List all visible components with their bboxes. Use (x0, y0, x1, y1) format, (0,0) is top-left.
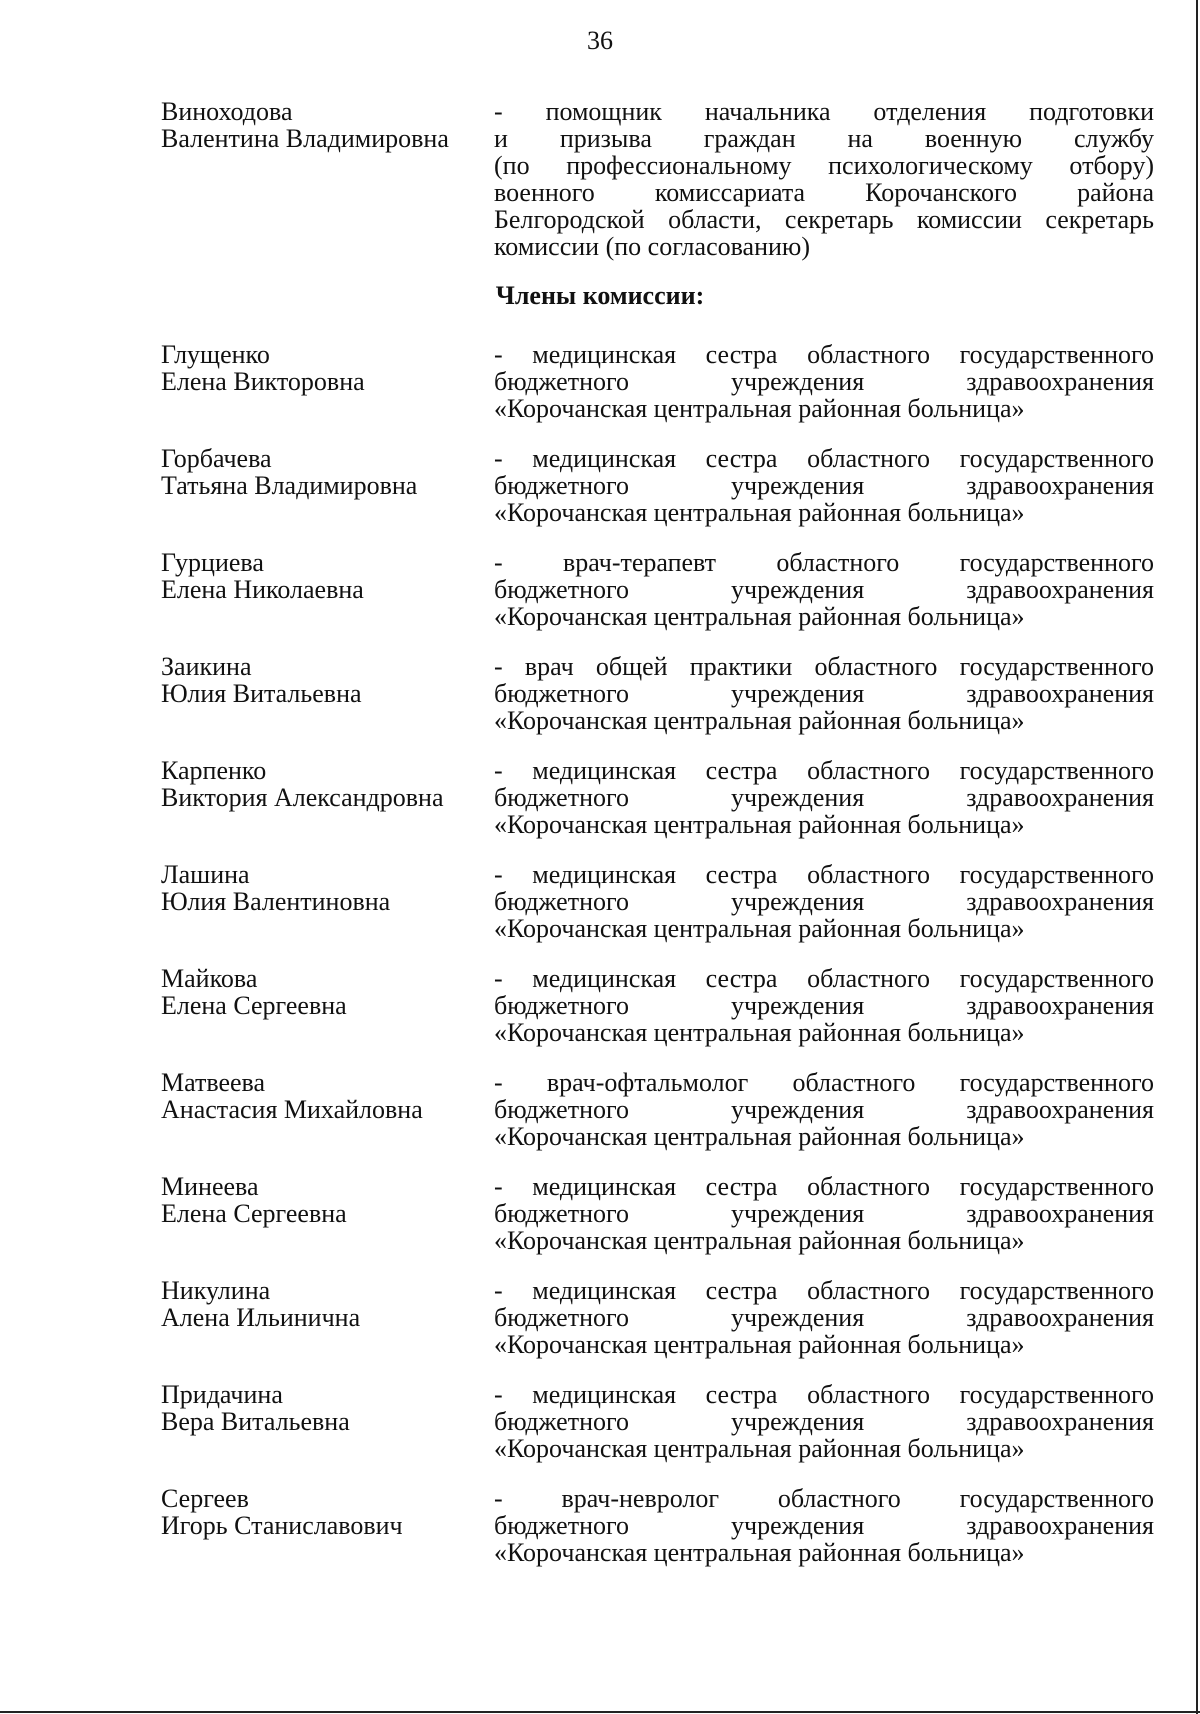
role-line: «Корочанская центральная районная больница» (494, 1434, 1025, 1463)
person-role (494, 98, 1154, 260)
role-line: «Корочанская центральная районная больница» (494, 394, 1025, 423)
person-name (161, 341, 491, 395)
person-role (494, 1381, 1154, 1462)
role-line: бюджетного учреждения здравоохранения (494, 575, 1154, 604)
role-line: военного комиссариата Корочанского района (494, 178, 1154, 207)
person-surname: Глущенко (161, 340, 270, 369)
person-name (161, 549, 491, 603)
role-line: бюджетного учреждения здравоохранения (494, 1095, 1154, 1124)
role-line: бюджетного учреждения здравоохранения (494, 1407, 1154, 1436)
person-given-name: Анастасия Михайловна (161, 1095, 423, 1124)
person-role (494, 445, 1154, 526)
person-given-name: Валентина Владимировна (161, 124, 449, 153)
role-line: - медицинская сестра областного государственного (494, 860, 1154, 889)
person-given-name: Алена Ильинична (161, 1303, 361, 1332)
person-role (494, 549, 1154, 630)
role-line: «Корочанская центральная районная больница» (494, 1226, 1025, 1255)
person-role (494, 1485, 1154, 1566)
role-line: и призыва граждан на военную службу (494, 124, 1154, 153)
role-line: - медицинская сестра областного государственного (494, 1172, 1154, 1201)
person-role (494, 1277, 1154, 1358)
role-line: - медицинская сестра областного государственного (494, 340, 1154, 369)
person-surname: Придачина (161, 1380, 283, 1409)
person-name (161, 1485, 491, 1539)
person-name (161, 653, 491, 707)
page-number: 36 (587, 26, 613, 55)
role-line: - врач-офтальмолог областного государственного (494, 1068, 1154, 1097)
role-line: «Корочанская центральная районная больница» (494, 1330, 1025, 1359)
person-role (494, 861, 1154, 942)
person-given-name: Игорь Станиславович (161, 1511, 403, 1540)
person-surname: Заикина (161, 652, 252, 681)
role-line: - помощник начальника отделения подготовки (494, 97, 1154, 126)
person-name (161, 445, 491, 499)
person-given-name: Елена Сергеевна (161, 1199, 347, 1228)
role-line: бюджетного учреждения здравоохранения (494, 1511, 1154, 1540)
person-surname: Никулина (161, 1276, 271, 1305)
person-surname: Виноходова (161, 97, 293, 126)
person-given-name: Юлия Валентиновна (161, 887, 391, 916)
role-line: бюджетного учреждения здравоохранения (494, 783, 1154, 812)
role-line: «Корочанская центральная районная больница» (494, 1018, 1025, 1047)
role-line: Белгородской области, секретарь комиссии секретарь (494, 205, 1154, 234)
person-surname: Минеева (161, 1172, 259, 1201)
person-given-name: Елена Викторовна (161, 367, 365, 396)
role-line: - врач-терапевт областного государственного (494, 548, 1154, 577)
role-line: «Корочанская центральная районная больница» (494, 706, 1025, 735)
role-line: «Корочанская центральная районная больница» (494, 602, 1025, 631)
person-role (494, 1173, 1154, 1254)
person-name (161, 98, 491, 152)
person-surname: Гурциева (161, 548, 264, 577)
person-name (161, 757, 491, 811)
person-name (161, 965, 491, 1019)
role-line: бюджетного учреждения здравоохранения (494, 367, 1154, 396)
person-given-name: Юлия Витальевна (161, 679, 362, 708)
role-line: бюджетного учреждения здравоохранения (494, 887, 1154, 916)
person-given-name: Вера Витальевна (161, 1407, 350, 1436)
person-given-name: Елена Николаевна (161, 575, 364, 604)
role-line: «Корочанская центральная районная больница» (494, 914, 1025, 943)
role-line: - врач общей практики областного государственного (494, 652, 1154, 681)
role-line: «Корочанская центральная районная больница» (494, 810, 1025, 839)
person-role (494, 965, 1154, 1046)
role-line: бюджетного учреждения здравоохранения (494, 471, 1154, 500)
person-role (494, 653, 1154, 734)
person-surname: Горбачева (161, 444, 272, 473)
person-name (161, 861, 491, 915)
person-role (494, 757, 1154, 838)
scan-edge-right (1196, 0, 1198, 1714)
person-name (161, 1173, 491, 1227)
person-role (494, 341, 1154, 422)
role-line: - медицинская сестра областного государственного (494, 756, 1154, 785)
role-line: «Корочанская центральная районная больница» (494, 1122, 1025, 1151)
person-surname: Майкова (161, 964, 258, 993)
members-heading: Члены комиссии: (495, 281, 705, 310)
person-given-name: Татьяна Владимировна (161, 471, 418, 500)
role-line: «Корочанская центральная районная больница» (494, 1538, 1025, 1567)
role-line: (по профессиональному психологическому отбору) (494, 151, 1154, 180)
person-surname: Матвеева (161, 1068, 266, 1097)
person-surname: Лашина (161, 860, 250, 889)
role-line: бюджетного учреждения здравоохранения (494, 991, 1154, 1020)
scan-edge-bottom (0, 1711, 1200, 1713)
person-role (494, 1069, 1154, 1150)
role-line: - медицинская сестра областного государственного (494, 444, 1154, 473)
person-surname: Карпенко (161, 756, 267, 785)
person-surname: Сергеев (161, 1484, 249, 1513)
role-line: бюджетного учреждения здравоохранения (494, 1303, 1154, 1332)
role-line: - медицинская сестра областного государственного (494, 1276, 1154, 1305)
role-line: - медицинская сестра областного государственного (494, 964, 1154, 993)
role-line: бюджетного учреждения здравоохранения (494, 679, 1154, 708)
person-name (161, 1277, 491, 1331)
person-name (161, 1381, 491, 1435)
role-line: - медицинская сестра областного государственного (494, 1380, 1154, 1409)
role-line: комиссии (по согласованию) (494, 232, 810, 261)
role-line: - врач-невролог областного государственного (494, 1484, 1154, 1513)
role-line: бюджетного учреждения здравоохранения (494, 1199, 1154, 1228)
person-given-name: Елена Сергеевна (161, 991, 347, 1020)
person-given-name: Виктория Александровна (161, 783, 444, 812)
person-name (161, 1069, 491, 1123)
role-line: «Корочанская центральная районная больница» (494, 498, 1025, 527)
